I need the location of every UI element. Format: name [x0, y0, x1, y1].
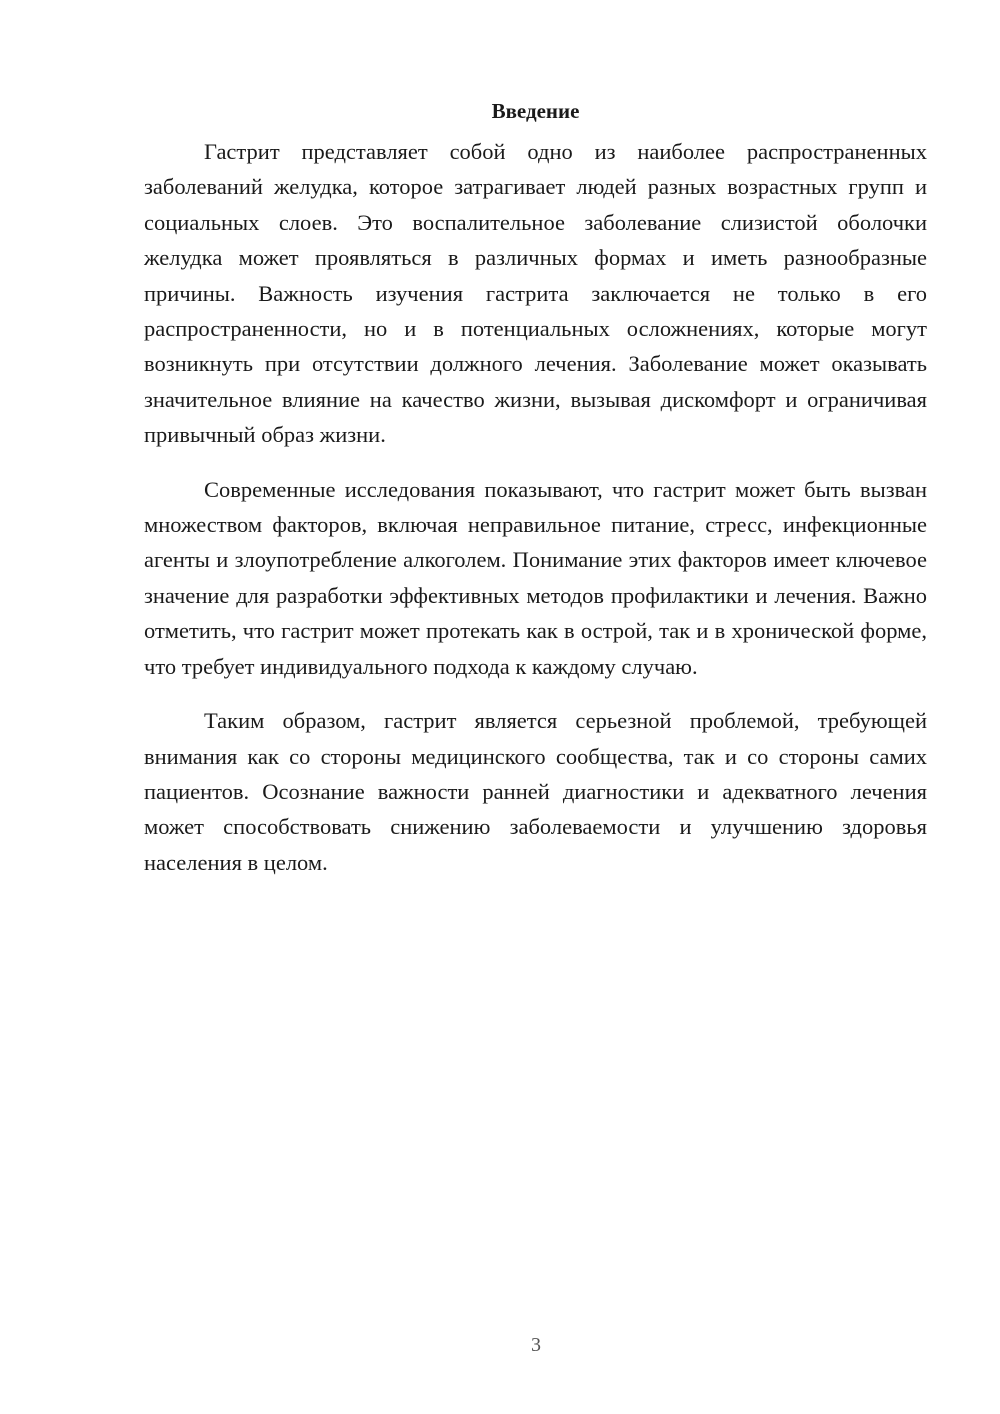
paragraph-causes: Современные исследования показывают, что гастрит может быть вызван множеством факторов, включая неправильное питание, стресс, инфекционные агенты и злоупотребление алкоголем. Понимание этих факторов имеет ключевое значение для разработки эффективных методов профилактики и лечения. Важно отметить, что гастрит может протекать как в острой, так и в хронической форме, что требует индивидуального подхода к каждому случаю. [144, 476, 927, 679]
paragraph-conclusion: Таким образом, гастрит является серьезной проблемой, требующей внимания как со стороны медицинского сообщества, так и со стороны самих пациентов. Осознание важности ранней диагностики и адекватного лечения может способствовать снижению заболеваемости и улучшению здоровья населения в целом. [144, 708, 927, 875]
section-title: Введение [491, 99, 580, 123]
document-body [144, 96, 927, 899]
page-number: 3 [531, 1334, 541, 1356]
paragraph-intro: Гастрит представляет собой одно из наиболее распространенных заболеваний желудка, которое затрагивает людей разных возрастных групп и социальных слоев. Это воспалительное заболевание слизистой оболочки желудка может проявляться в различных формах и иметь разнообразные причины. Важность изучения гастрита заключается не только в его распространенности, но и в потенциальных осложнениях, которые могут возникнуть при отсутствии должного лечения. Заболевание может оказывать значительное влияние на качество жизни, вызывая дискомфорт и ограничивая привычный образ жизни. [144, 139, 927, 448]
